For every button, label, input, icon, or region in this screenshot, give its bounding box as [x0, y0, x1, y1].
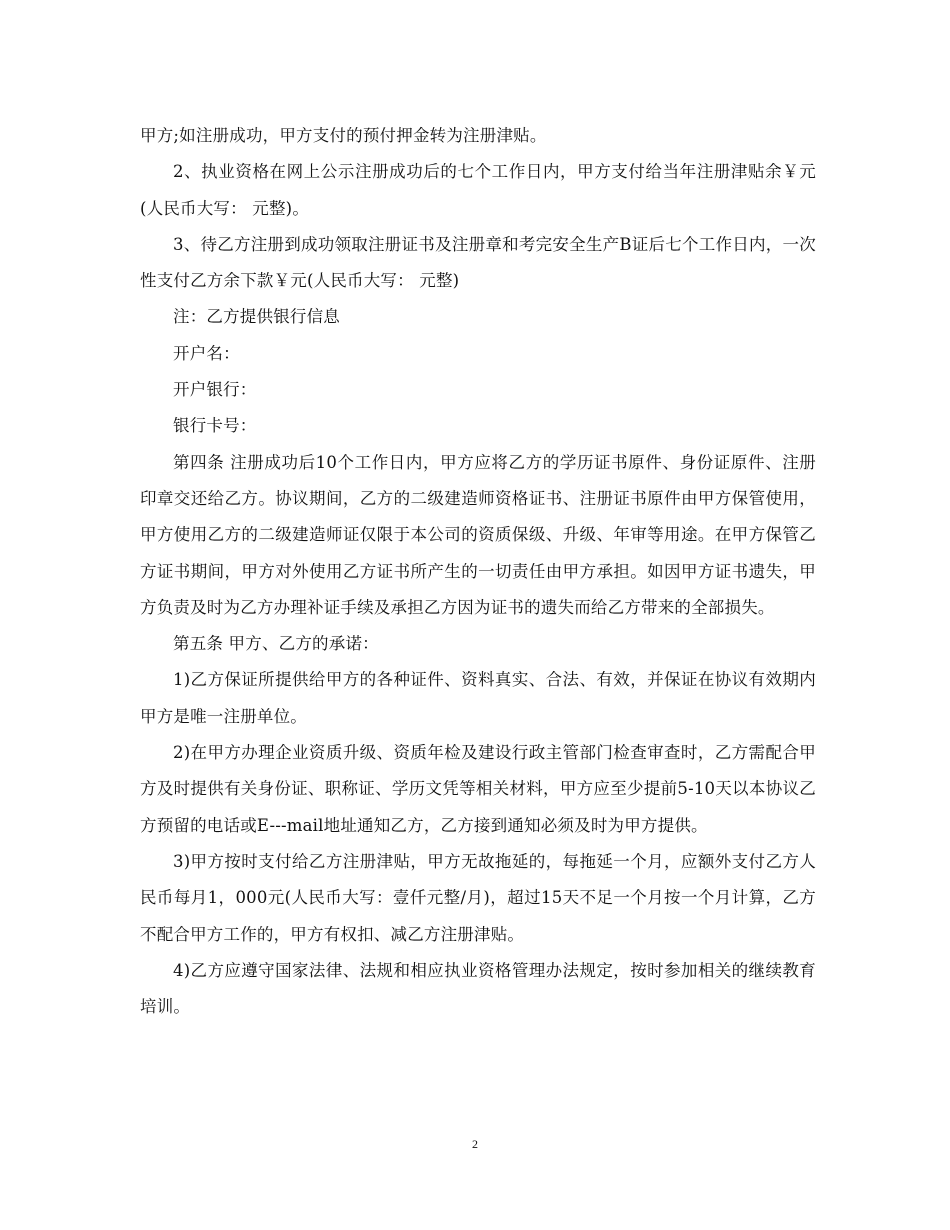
paragraph-clause-2: 2、执业资格在网上公示注册成功后的七个工作日内，甲方支付给当年注册津贴余￥元(人民币大写： 元整)。 [140, 162, 816, 218]
paragraph-commitment-1: 1)乙方保证所提供给甲方的各种证件、资料真实、合法、有效，并保证在协议有效期内甲方是唯一注册单位。 [140, 670, 816, 726]
paragraph-note-bank-info: 注：乙方提供银行信息 [173, 307, 340, 327]
paragraph-commitment-2: 2)在甲方办理企业资质升级、资质年检及建设行政主管部门检查审查时，乙方需配合甲方及时提供有关身份证、职称证、学历文凭等相关材料，甲方应至少提前5-10天以本协议乙方预留的电话或E---mail地址通知乙方，乙方接到通知必须及时为甲方提供。 [140, 743, 816, 835]
paragraph-clause-3: 3、待乙方注册到成功领取注册证书及注册章和考完安全生产B证后七个工作日内，一次性支付乙方余下款￥元(人民币大写： 元整) [140, 234, 816, 291]
paragraph-article-4: 第四条 注册成功后10个工作日内，甲方应将乙方的学历证书原件、身份证原件、注册印章交还给乙方。协议期间，乙方的二级建造师资格证书、注册证书原件由甲方保管使用，甲方使用乙方的二级建造师证仅限于本公司的资质保级、升级、年审等用途。在甲方保管乙方证书期间，甲方对外使用乙方证书所产生的一切责任由甲方承担。如因甲方证书遗失，甲方负责及时为乙方办理补证手续及承担乙方因为证书的遗失而给乙方带来的全部损失。 [140, 452, 816, 617]
document-body [140, 118, 816, 1025]
paragraph-bank-name: 开户银行： [173, 380, 257, 400]
paragraph-continuation: 甲方;如注册成功，甲方支付的预付押金转为注册津贴。 [140, 126, 547, 145]
paragraph-article-5-heading: 第五条 甲方、乙方的承诺： [173, 634, 379, 654]
paragraph-card-number: 银行卡号： [173, 416, 257, 436]
paragraph-commitment-4: 4)乙方应遵守国家法律、法规和相应执业资格管理办法规定，按时参加相关的继续教育培训。 [140, 960, 816, 1017]
page-number: 2 [472, 1137, 478, 1151]
paragraph-account-name: 开户名： [173, 343, 240, 363]
paragraph-commitment-3: 3)甲方按时支付给乙方注册津贴，甲方无故拖延的，每拖延一个月，应额外支付乙方人民币每月1，000元(人民币大写：壹仟元整/月)，超过15天不足一个月按一个月计算，乙方不配合甲方工作的，甲方有权扣、减乙方注册津贴。 [140, 851, 816, 944]
